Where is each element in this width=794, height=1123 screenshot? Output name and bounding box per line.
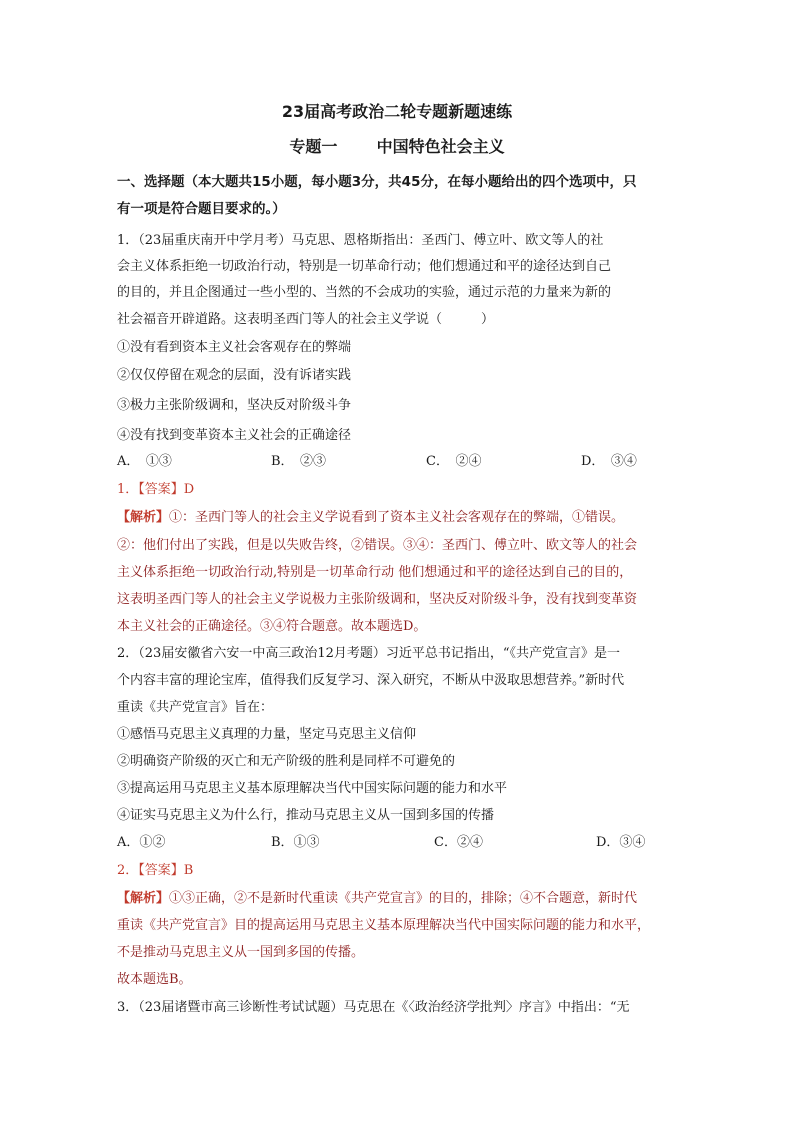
q2-analysis-line: 不是推动马克思主义从一国到多国的传播。 <box>117 945 365 960</box>
q2-option-b: B．①③ <box>271 835 320 850</box>
q2-stem-line: 2．（23届安徽省六安一中高三政治12月考题）习近平总书记指出，“《共产党宣言》是一 <box>117 646 621 661</box>
q2-item: ④证实马克思主义为什么行，推动马克思主义从一国到多国的传播 <box>117 808 495 823</box>
q1-option-b: B． ②③ <box>271 454 327 469</box>
q1-analysis-line <box>117 509 624 527</box>
q1-option-c: C． ②④ <box>426 454 482 469</box>
section-heading-line-2: 有一项是符合题目要求的。） <box>117 201 286 217</box>
q2-stem-line: 重读《共产党宣言》旨在： <box>117 700 274 715</box>
q1-analysis-line: 本主义社会的正确途径。③④符合题意。故本题选D。 <box>117 619 427 634</box>
q2-answer: 2．【答案】B <box>117 863 194 878</box>
q2-analysis-text: ①③正确，②不是新时代重读《共产党宣言》的目的，排除；④不合题意，新时代 <box>169 891 638 906</box>
q2-stem-line: 个内容丰富的理论宝库，值得我们反复学习、深入研究，不断从中汲取思想营养。”新时代 <box>117 673 625 688</box>
q1-item: ④没有找到变革资本主义社会的正确途径 <box>117 428 352 443</box>
q1-item: ②仅仅停留在观念的层面，没有诉诸实践 <box>117 368 352 383</box>
q1-analysis-line: 主义体系拒绝一切政治行动,特别是一切革命行动 他们想通过和平的途径达到自己的目的， <box>117 565 633 580</box>
q1-stem-line: 社会福音开辟道路。这表明圣西门等人的社会主义学说（ ） <box>117 312 495 327</box>
q2-option-a: A．①② <box>117 835 166 850</box>
q2-item: ②明确资产阶级的灭亡和无产阶级的胜利是同样不可避免的 <box>117 754 456 769</box>
analysis-label: 【解析】 <box>117 510 170 525</box>
q1-stem-line: 的目的，并且企图通过一些小型的、当然的不会成功的实验，通过示范的力量来为新的 <box>117 285 612 300</box>
q2-option-c: C．②④ <box>434 835 483 850</box>
document-title: 23届高考政治二轮专题新题速练 <box>281 102 513 121</box>
q1-analysis-line: 这表明圣西门等人的社会主义学说极力主张阶级调和，坚决反对阶级斗争，没有找到变革资 <box>117 592 638 607</box>
q1-answer: 1．【答案】D <box>117 482 195 497</box>
topic-prefix: 专题一 <box>289 137 338 156</box>
q1-option-a: A． ①③ <box>117 454 172 469</box>
topic-heading <box>0 134 794 157</box>
q1-stem-line: 1．（23届重庆南开中学月考）马克思、恩格斯指出：圣西门、傅立叶、欧文等人的社 <box>117 233 604 248</box>
q2-analysis-line: 重读《共产党宣言》目的提高运用马克思主义基本原理解决当代中国实际问题的能力和水平， <box>117 918 651 933</box>
q2-item: ③提高运用马克思主义基本原理解决当代中国实际问题的能力和水平 <box>117 781 508 796</box>
analysis-label: 【解析】 <box>117 891 170 906</box>
q1-item: ①没有看到资本主义社会客观存在的弊端 <box>117 340 352 355</box>
q1-analysis-text: ①：圣西门等人的社会主义学说看到了资本主义社会客观存在的弊端，①错误。 <box>169 510 625 525</box>
section-heading-line-1: 一、选择题（本大题共15小题，每小题3分，共45分，在每小题给出的四个选项中，只 <box>117 174 637 190</box>
q2-item: ①感悟马克思主义真理的力量，坚定马克思主义信仰 <box>117 727 417 742</box>
q2-analysis-line: 故本题选B。 <box>117 972 192 987</box>
q1-option-d: D． ③④ <box>581 454 637 469</box>
topic-name: 中国特色社会主义 <box>376 137 505 156</box>
q1-analysis-line: ②：他们付出了实践，但是以失败告终，②错误。③④：圣西门、傅立叶、欧文等人的社会 <box>117 538 638 553</box>
q3-stem-line: 3．（23届诸暨市高三诊断性考试试题）马克思在《〈政治经济学批判〉序言》中指出：“无 <box>117 1000 630 1015</box>
q1-item: ③极力主张阶级调和，坚决反对阶级斗争 <box>117 398 352 413</box>
q2-analysis-line <box>117 890 637 908</box>
q2-option-d: D．③④ <box>596 835 646 850</box>
q1-stem-line: 会主义体系拒绝一切政治行动，特别是一切革命行动；他们想通过和平的途径达到自己 <box>117 259 612 274</box>
